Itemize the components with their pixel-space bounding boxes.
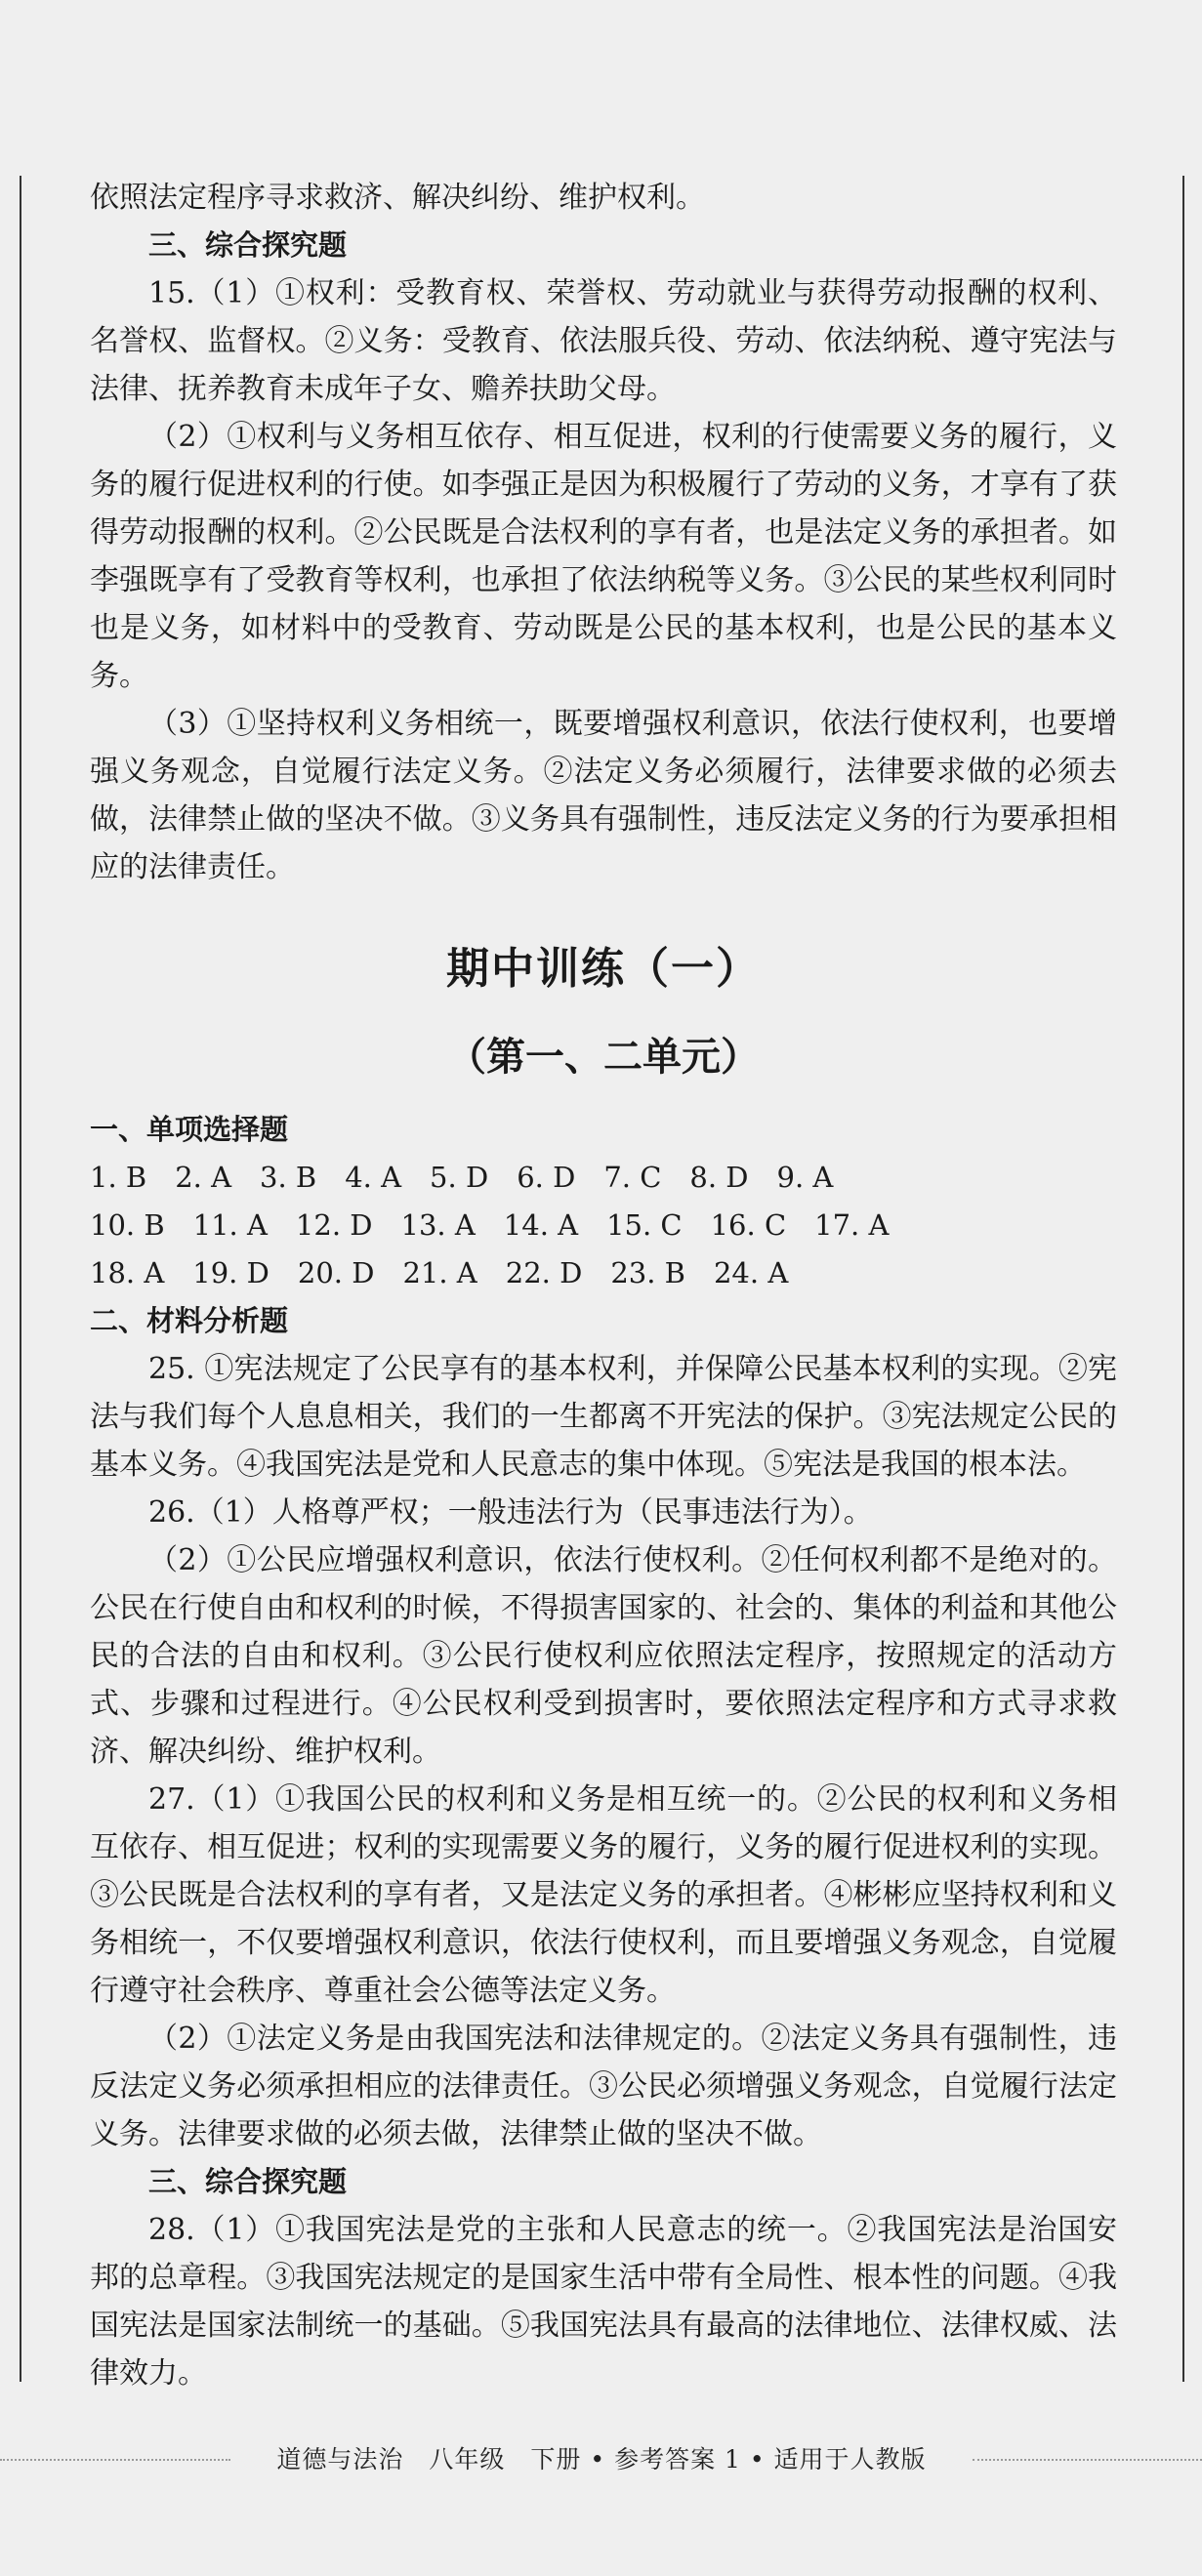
chapter-subtitle: （第一、二单元） (447, 1035, 760, 1080)
chapter-title: 期中训练（一） (446, 944, 761, 994)
paragraph-continuation: 依照法定程序寻求救济、解决纠纷、维护权利。 (90, 181, 705, 215)
answer-content (90, 174, 1117, 2397)
choice-answers-row-2: 10. B 11. A 12. D 13. A 14. A 15. C 16. C 17. A (90, 1208, 890, 1242)
page-footer: 道德与法治 八年级 下册 • 参考答案 1 • 适用于人教版 (276, 2445, 927, 2474)
answer-15-3: （3）①坚持权利义务相统一，既要增强权利意识，依法行使权利，也要增强义务观念，自觉履行法定义务。②法定义务必须履行，法律要求做的必须去做，法律禁止做的坚决不做。③义务具有强制性，违反法定义务的行为要承担相应的法律责任。 (90, 707, 1117, 884)
answer-28-1: 28.（1）①我国宪法是党的主张和人民意志的统一。②我国宪法是治国安邦的总章程。③我国宪法规定的是国家生活中带有全局性、根本性的问题。④我国宪法是国家法制统一的基础。⑤我国宪法具有最高的法律地位、法律权威、法律效力。 (90, 2213, 1117, 2391)
section-heading-choice: 一、单项选择题 (90, 1113, 289, 1146)
answer-26-1: 26.（1）人格尊严权；一般违法行为（民事违法行为）。 (148, 1495, 873, 1530)
left-border-rule (20, 176, 21, 2382)
footer-dotted-rule-right (973, 2459, 1202, 2461)
right-border-rule (1182, 176, 1184, 2382)
choice-answers-row-3: 18. A 19. D 20. D 21. A 22. D 23. B 24. A (90, 1256, 789, 1289)
choice-answers-row-1: 1. B 2. A 3. B 4. A 5. D 6. D 7. C 8. D 9. A (90, 1161, 834, 1194)
answer-27-1: 27.（1）①我国公民的权利和义务是相互统一的。②公民的权利和义务相互依存、相互促进；权利的实现需要义务的履行，义务的履行促进权利的实现。③公民既是合法权利的享有者，又是法定义务的承担者。④彬彬应坚持权利和义务相统一，不仅要增强权利意识，依法行使权利，而且要增强义务观念，自觉履行遵守社会秩序、尊重社会公德等法定义务。 (90, 1782, 1117, 2008)
answer-15-1: 15.（1）①权利：受教育权、荣誉权、劳动就业与获得劳动报酬的权利、名誉权、监督权。②义务：受教育、依法服兵役、劳动、依法纳税、遵守宪法与法律、抚养教育未成年子女、赡养扶助父母。 (90, 276, 1117, 406)
answer-26-2: （2）①公民应增强权利意识，依法行使权利。②任何权利都不是绝对的。公民在行使自由和权利的时候，不得损害国家的、社会的、集体的利益和其他公民的合法的自由和权利。③公民行使权利应依照法定程序，按照规定的活动方式、步骤和过程进行。④公民权利受到损害时，要依照法定程序和方式寻求救济、解决纠纷、维护权利。 (90, 1543, 1117, 1769)
section-heading-inquiry-2: 三、综合探究题 (148, 2165, 348, 2198)
footer-dotted-rule-left (0, 2459, 230, 2461)
answer-25: 25. ①宪法规定了公民享有的基本权利，并保障公民基本权利的实现。②宪法与我们每个人息息相关，我们的一生都离不开宪法的保护。③宪法规定公民的基本义务。④我国宪法是党和人民意志的集中体现。⑤宪法是我国的根本法。 (90, 1352, 1117, 1482)
answer-15-2: （2）①权利与义务相互依存、相互促进，权利的行使需要义务的履行，义务的履行促进权利的行使。如李强正是因为积极履行了劳动的义务，才享有了获得劳动报酬的权利。②公民既是合法权利的享有者，也是法定义务的承担者。如李强既享有了受教育等权利，也承担了依法纳税等义务。③公民的某些权利同时也是义务，如材料中的受教育、劳动既是公民的基本权利，也是公民的基本义务。 (90, 420, 1117, 693)
section-heading-analysis: 二、材料分析题 (90, 1304, 289, 1337)
section-heading-inquiry: 三、综合探究题 (148, 228, 348, 262)
answer-27-2: （2）①法定义务是由我国宪法和法律规定的。②法定义务具有强制性，违反法定义务必须承担相应的法律责任。③公民必须增强义务观念，自觉履行法定义务。法律要求做的必须去做，法律禁止做的坚决不做。 (90, 2022, 1117, 2151)
